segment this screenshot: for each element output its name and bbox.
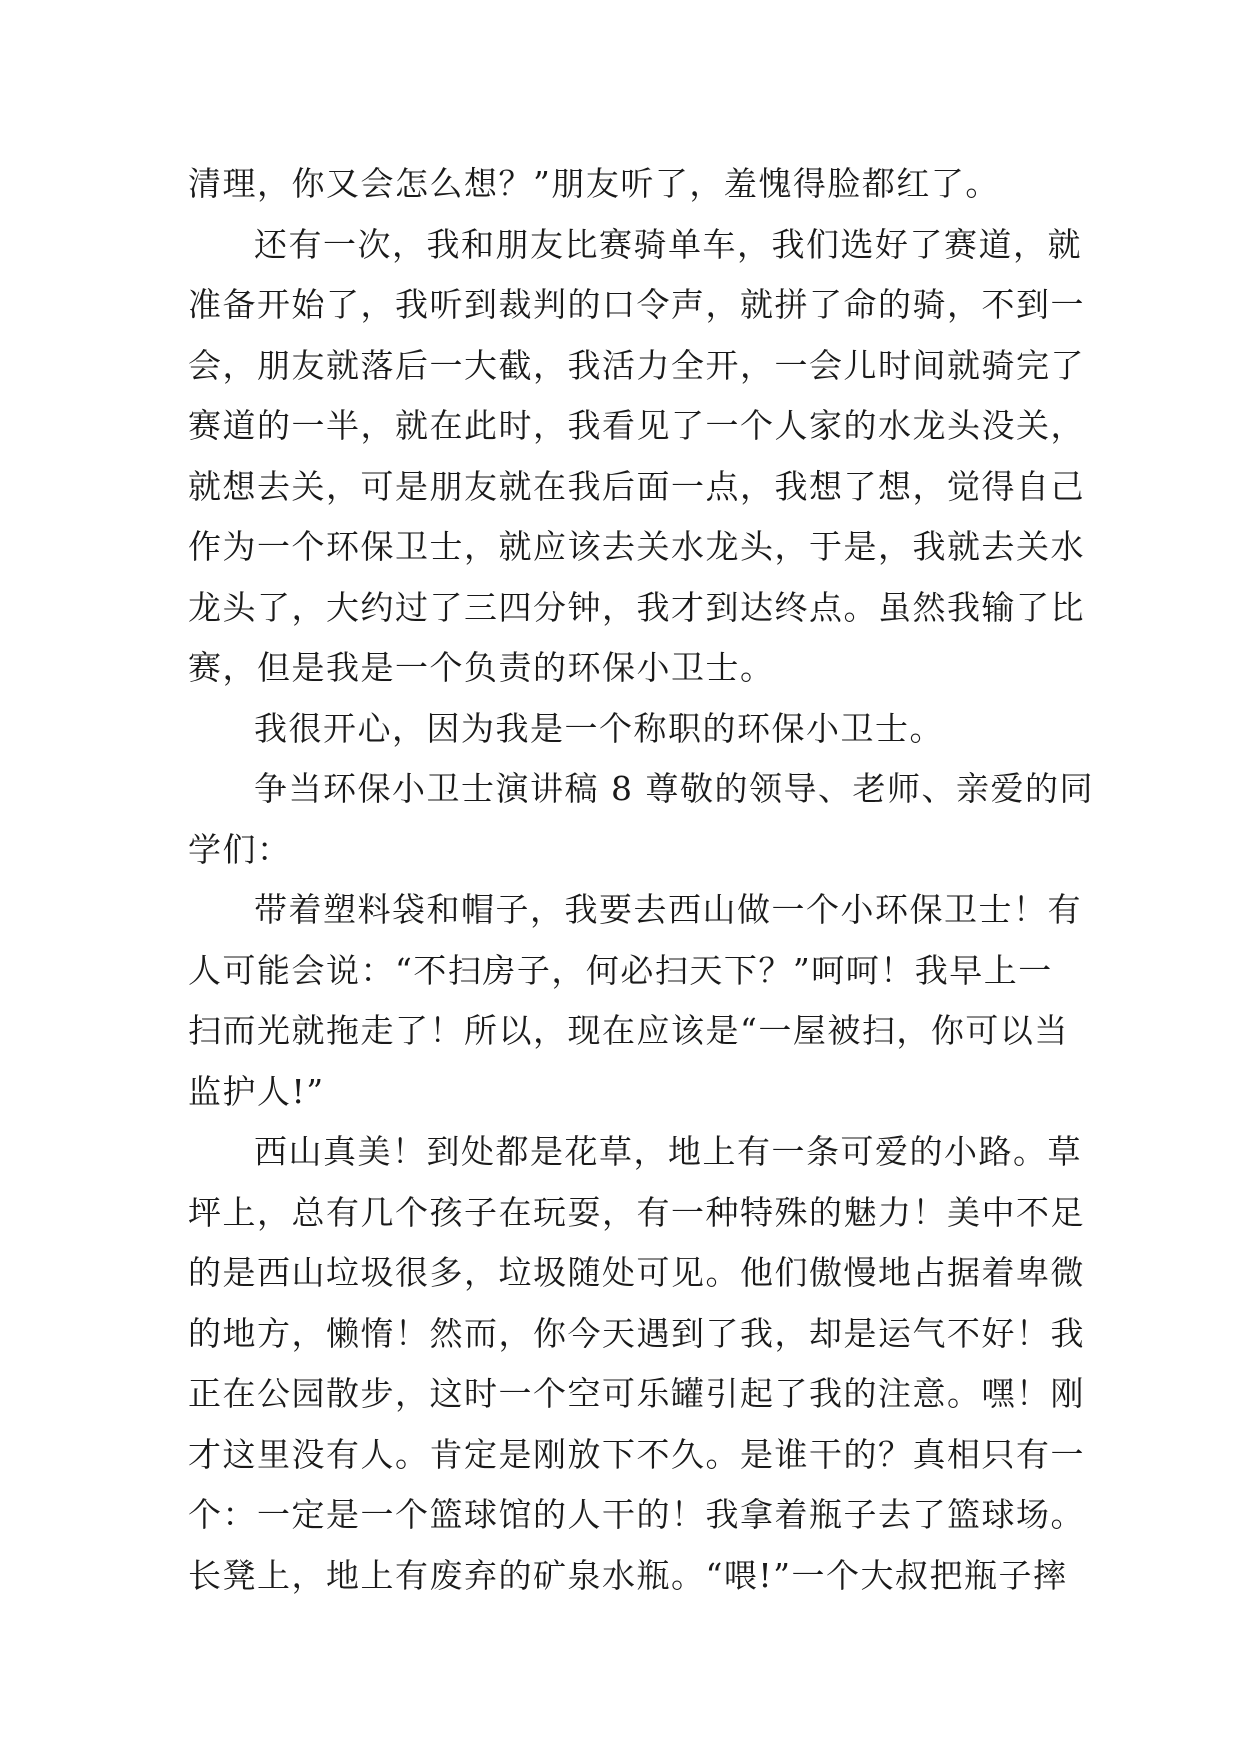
text-line: 就想去关，可是朋友就在我后面一点，我想了想，觉得自己 xyxy=(188,466,1085,506)
text-line: 学们： xyxy=(188,829,292,869)
text-line: 的地方，懒惰！然而，你今天遇到了我，却是运气不好！我 xyxy=(188,1313,1085,1353)
text-line: 正在公园散步，这时一个空可乐罐引起了我的注意。嘿！刚 xyxy=(188,1374,1085,1413)
text-line: 龙头了，大约过了三四分钟，我才到达终点。虽然我输了比 xyxy=(188,587,1085,627)
text-line: 会，朋友就落后一大截，我活力全开，一会儿时间就骑完了 xyxy=(188,345,1085,385)
text-line: 我很开心，因为我是一个称职的环保小卫士。 xyxy=(254,708,944,748)
text-line: 还有一次，我和朋友比赛骑单车，我们选好了赛道，就 xyxy=(254,224,1082,264)
text-line: 个：一定是一个篮球馆的人干的！我拿着瓶子去了篮球场。 xyxy=(188,1495,1085,1534)
text-line: 坪上，总有几个孩子在玩耍，有一种特殊的魅力！美中不足 xyxy=(188,1192,1085,1232)
text-line: 长凳上，地上有废弃的矿泉水瓶。“喂!”一个大叔把瓶子摔 xyxy=(188,1555,1068,1595)
text-line: 扫而光就拖走了！所以，现在应该是“一屋被扫，你可以当 xyxy=(188,1011,1069,1050)
document-body xyxy=(188,154,1094,1606)
text-line: 带着塑料袋和帽子，我要去西山做一个小环保卫士！有 xyxy=(254,890,1082,929)
text-line: 监护人!” xyxy=(188,1071,325,1111)
text-line: 争当环保小卫士演讲稿 8 尊敬的领导、老师、亲爱的同 xyxy=(254,769,1094,808)
text-line: 作为一个环保卫士，就应该去关水龙头，于是，我就去关水 xyxy=(188,527,1085,566)
text-line: 准备开始了，我听到裁判的口令声，就拼了命的骑，不到一 xyxy=(188,285,1085,324)
text-line: 清理，你又会怎么想？”朋友听了，羞愧得脸都红了。 xyxy=(188,164,1000,203)
text-line: 赛道的一半，就在此时，我看见了一个人家的水龙头没关， xyxy=(188,406,1085,445)
text-line: 才这里没有人。肯定是刚放下不久。是谁干的？真相只有一 xyxy=(188,1434,1085,1474)
text-line: 的是西山垃圾很多，垃圾随处可见。他们傲慢地占据着卑微 xyxy=(188,1253,1085,1292)
text-line: 赛，但是我是一个负责的环保小卫士。 xyxy=(188,648,775,687)
text-line: 人可能会说：“不扫房子，何必扫天下？”呵呵！我早上一 xyxy=(188,950,1053,990)
text-line: 西山真美！到处都是花草，地上有一条可爱的小路。草 xyxy=(254,1132,1082,1171)
